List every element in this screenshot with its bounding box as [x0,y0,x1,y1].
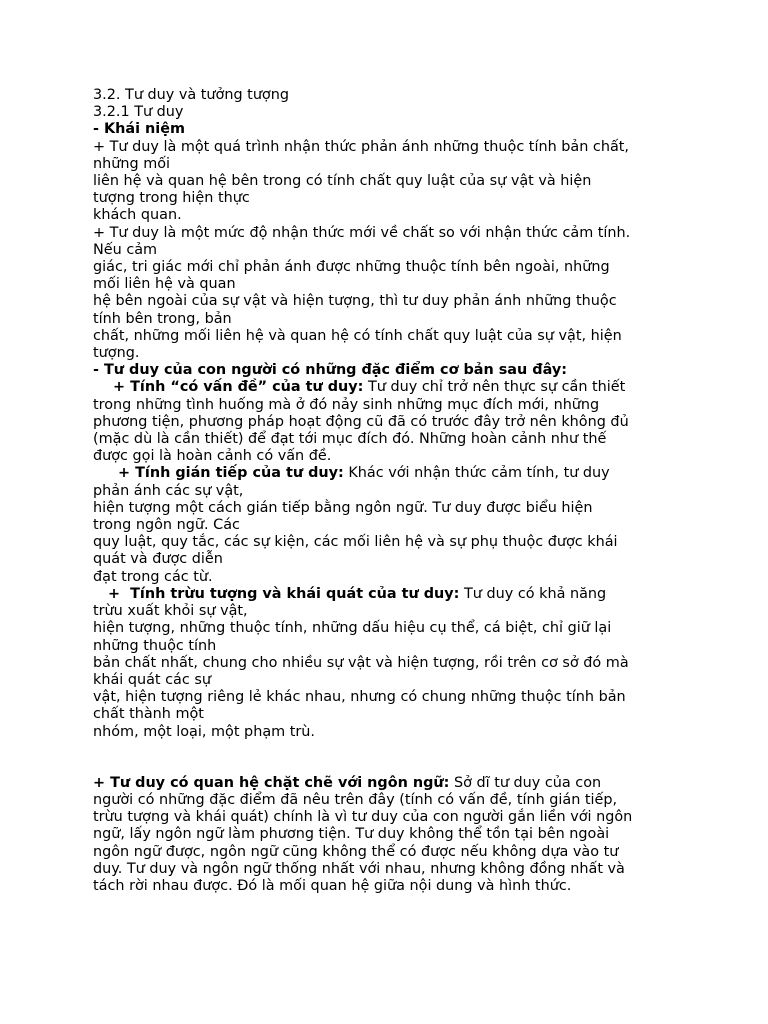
text-line: ngôn ngữ được, ngôn ngữ cũng không thể có được nếu không dựa vào tư [93,843,619,860]
text-line: duy. Tư duy và ngôn ngữ thống nhất với nhau, nhưng không đồng nhất và [93,860,625,877]
text-line: những mối [93,155,171,172]
feature-first-line [93,465,678,482]
text-line: chất thành một [93,706,204,723]
paragraph-definition-2 [93,225,678,363]
text-line: bản chất nhất, chung cho nhiều sự vật và hiện tượng, rồi trên cơ sở đó mà [93,654,629,671]
text-line: + Tư duy là một mức độ nhận thức mới về chất so với nhận thức cảm tính. [93,224,631,241]
feature-first-line [93,379,678,396]
text-line: tính bên trong, bản [93,310,232,327]
text-line: tách rời nhau được. Đó là mối quan hệ giữa nội dung và hình thức. [93,877,572,894]
feature-text: Tư duy chỉ trở nên thực sự cần thiết [363,379,626,396]
document-page [93,87,678,895]
features-heading: - Tư duy của con người có những đặc điểm cơ bản sau đây: [93,362,567,379]
text-line: khách quan. [93,207,182,224]
text-line: quy luật, quy tắc, các sự kiện, các mối liên hệ và sự phụ thuộc được khái [93,534,618,551]
feature-problem-nature [93,379,678,465]
feature-indirectness [93,465,678,585]
feature-text: Sở dĩ tư duy của con [449,774,602,791]
text-line: (mặc dù là cần thiết) để đạt tới mục đích đó. Những hoàn cảnh như thế [93,431,607,448]
feature-title: + Tính trừu tượng và khái quát của tư duy: [93,585,460,602]
text-line: quát và được diễn [93,551,223,568]
feature-text: Khác với nhận thức cảm tính, tư duy [343,465,610,482]
text-line: hiện tượng, những thuộc tính, những dấu hiệu cụ thể, cá biệt, chỉ giữ lại [93,620,612,637]
text-line: được gọi là hoàn cảnh có vấn đề. [93,448,332,465]
text-line: vật, hiện tượng riêng lẻ khác nhau, nhưng có chung những thuộc tính bản [93,689,626,706]
text-line: + Tư duy là một quá trình nhận thức phản ánh những thuộc tính bản chất, [93,138,629,155]
section-heading-3-2: 3.2. Tư duy và tưởng tượng [93,87,289,103]
text-line: khái quát các sự [93,671,211,688]
text-line: trừu xuất khỏi sự vật, [93,603,248,620]
feature-text: Tư duy có khả năng [459,585,607,602]
text-line: đạt trong các từ. [93,568,213,585]
feature-first-line [93,586,678,603]
text-line: chất, những mối liên hệ và quan hệ có tính chất quy luật của sự vật, hiện [93,327,622,344]
paragraph-definition-1 [93,139,678,225]
text-line: trừu tượng và khái quát) chính là vì tư duy của con người gắn liền với ngôn [93,809,633,826]
text-line: ngữ, lấy ngôn ngữ làm phương tiện. Tư duy không thể tồn tại bên ngoài [93,826,610,843]
concept-heading: - Khái niệm [93,121,185,138]
text-line: tượng trong hiện thực [93,190,250,207]
text-line: hiện tượng một cách gián tiếp bằng ngôn ngữ. Tư duy được biểu hiện [93,499,593,516]
feature-title: + Tư duy có quan hệ chặt chẽ với ngôn ngữ: [93,774,450,791]
text-line: phản ánh các sự vật, [93,482,244,499]
feature-language-relation [93,775,678,895]
text-line: hệ bên ngoài của sự vật và hiện tượng, thì tư duy phản ánh những thuộc [93,293,617,310]
text-line: phương tiện, phương pháp hoạt động cũ đã có trước đây trở nên không đủ [93,413,629,430]
text-line: Nếu cảm [93,241,158,258]
feature-abstraction [93,586,678,741]
feature-title: + Tính “có vấn đề” của tư duy: [93,379,364,396]
text-line: người có những đặc điểm đã nêu trên đây (tính có vấn đề, tính gián tiếp, [93,791,618,808]
text-line: trong ngôn ngữ. Các [93,517,240,534]
feature-title: + Tính gián tiếp của tư duy: [93,465,344,482]
text-line: tượng. [93,345,140,362]
section-heading-3-2-1: 3.2.1 Tư duy [93,104,184,121]
text-line: mối liên hệ và quan [93,276,236,293]
text-line: liên hệ và quan hệ bên trong có tính chất quy luật của sự vật và hiện [93,173,592,190]
paragraph-spacer [93,741,678,775]
text-line: nhóm, một loại, một phạm trù. [93,723,315,740]
text-line: trong những tình huống mà ở đó nảy sinh những mục đích mới, những [93,396,600,413]
text-line: những thuộc tính [93,637,217,654]
text-line: giác, tri giác mới chỉ phản ánh được những thuộc tính bên ngoài, những [93,259,610,276]
feature-first-line [93,775,678,792]
